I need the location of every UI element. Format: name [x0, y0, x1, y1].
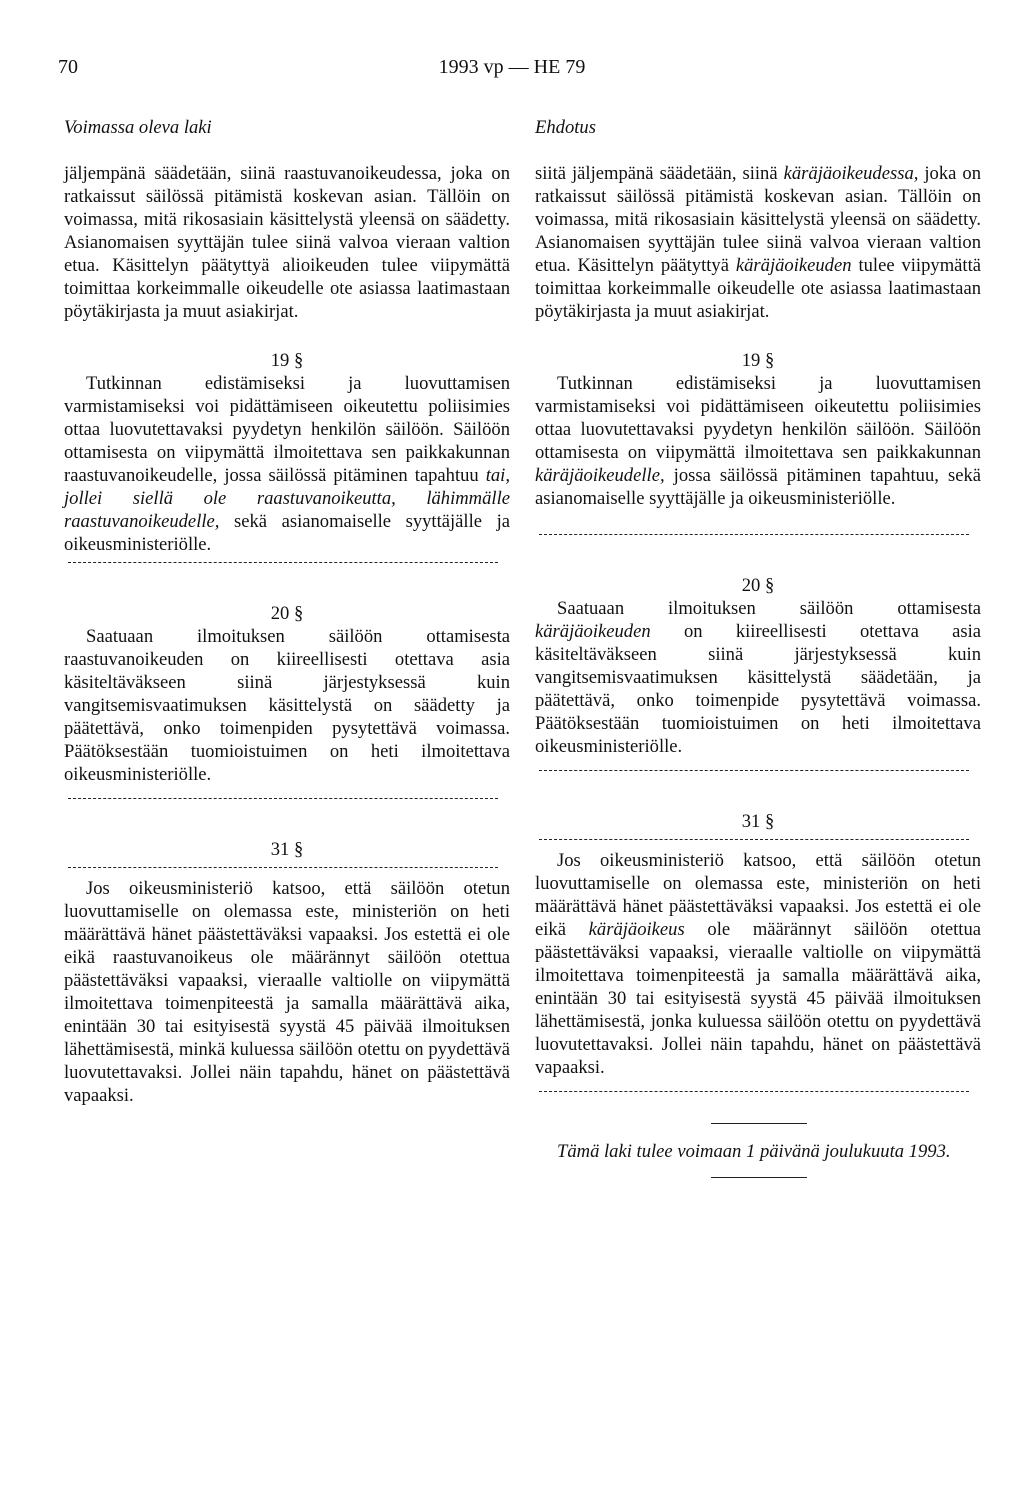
section-19-text	[64, 372, 510, 556]
omission-dashes	[537, 528, 975, 540]
omission-dashes	[537, 764, 975, 776]
section-20-title: 20 §	[741, 575, 775, 596]
section-31-text: Jos oikeusministeriö katsoo, että säilöön otetun luovuttamiselle on olemassa este, ministeriön on heti määrättävä hänet päästettäväksi vapaaksi. Jos estettä ei ole eikä raastuvanoikeus ole määrännyt säilöön otettua päästettäväksi vapaaksi, vieraalle valtiolle on viipymättä ilmoitettava toimenpiteestä ja samalla määrättävä aika, enintään 30 tai esityisestä syystä 45 päivää ilmoituksen lähettämisestä, minkä kuluessa säilöön otettu on pyydettävä luovutettavaksi. Jollei näin tapahdu, hänet on päästettävä vapaaksi.	[64, 878, 510, 1106]
intro-italic-2: käräjäoikeuden	[735, 255, 852, 276]
page-number: 70	[58, 56, 78, 78]
section-31-text-b: ole määrännyt säilöön otettua päästettäväksi vapaaksi, vieraalle valtiolle on viipymättä ilmoitettava toimenpiteestä ja samalla määrättävä aika, enintään 30 tai esityisestä syystä 45 päivää ilmoituksen lähettämisestä, jonka kuluessa säilöön otettu on pyydettävä luovutettavaksi. Jollei näin tapahdu, hänet on päästettävä vapaaksi.	[535, 919, 981, 1078]
section-20-text-a: Saatuaan ilmoituksen säilöön ottamisesta	[557, 598, 981, 619]
current-law-column	[64, 116, 510, 1107]
omission-dashes	[66, 792, 504, 804]
proposal-column	[535, 116, 981, 1178]
section-19-italic: käräjäoikeudelle,	[535, 465, 665, 486]
section-19-text-a: Tutkinnan edistämiseksi ja luovuttamisen varmistamiseksi voi pidättämiseen oikeutettu poliisimies ottaa luovutettavaksi pyydetyn henkilön säilöön. Säilöön ottamisesta on viipymättä ilmoitettava sen paikkakunnan raastuvanoikeudelle, jossa säilössä pitäminen tapahtuu	[64, 373, 510, 486]
section-31-title: 31 §	[270, 839, 304, 860]
section-20-italic: käräjäoikeuden	[535, 621, 651, 642]
section-19-text-b: jossa säilössä pitäminen tapahtuu, sekä asianomaiselle syyttäjälle ja oikeusministeriölle.	[535, 465, 981, 509]
proposal-heading: Ehdotus	[535, 117, 596, 138]
section-31-text-a: Jos oikeusministeriö katsoo, että säilöön otetun luovuttamiselle on olemassa este, ministeriön on heti määrättävä hänet päästettäväksi vapaaksi. Jos estettä ei ole eikä	[535, 850, 981, 940]
intro-text-b: joka on ratkaissut säilössä pitämistä koskevan asian. Tällöin on voimassa, mitä rikosasiain käsittelystä yleensä on säädetty. Asianomaisen syyttäjän tulee siinä valvoa vieraan valtion etua. Käsittelyn päätyttyä	[535, 163, 982, 276]
omission-dashes	[537, 1085, 975, 1097]
section-19-text	[535, 372, 981, 510]
section-19-text-b: sekä asianomaiselle syyttäjälle ja oikeusministeriölle.	[64, 511, 510, 555]
section-31-text	[535, 849, 981, 1079]
section-19-text-a: Tutkinnan edistämiseksi ja luovuttamisen varmistamiseksi voi pidättämiseen oikeutettu poliisimies ottaa luovutettavaksi pyydetyn henkilön säilöön. Säilöön ottamisesta on viipymättä ilmoitettava sen paikkakunnan	[535, 373, 981, 463]
running-title: 1993 vp — HE 79	[438, 56, 586, 78]
section-31-title: 31 §	[741, 811, 775, 832]
omission-dashes	[66, 861, 504, 873]
section-20-text-b: on kiireellisesti otettava asia käsiteltäväkseen siinä järjestyksessä kuin vangitsemisvaatimuksen käsittelystä säädetään, ja päätettävä, onko toimenpide pysytettävä voimassa. Päätöksestään tuomioistuimen on heti ilmoitettava oikeusministeriölle.	[535, 621, 981, 757]
section-20-text	[535, 597, 981, 758]
section-19-title: 19 §	[270, 350, 304, 371]
intro-text-a: siitä jäljempänä säädetään, siinä	[535, 163, 784, 184]
section-20-text: Saatuaan ilmoituksen säilöön ottamisesta raastuvanoikeuden on kiireellisesti otettava asia käsiteltäväkseen siinä järjestyksessä kuin vangitsemisvaatimuksen käsittelystä on säädetty ja päätettävä, onko toimenpiden pysytettävä voimassa. Päätöksestään tuomioistuimen on heti ilmoitettava oikeusministeriölle.	[64, 626, 510, 785]
section-20-title: 20 §	[270, 603, 304, 624]
section-19-title: 19 §	[741, 350, 775, 371]
section-31-italic: käräjäoikeus	[588, 919, 685, 940]
intro-text-c: tulee viipymättä toimittaa korkeimmalle oikeudelle ote asiassa laatimastaan pöytäkirjasta ja muut asiakirjat.	[535, 255, 981, 322]
omission-dashes	[537, 833, 975, 845]
page-header	[0, 56, 1024, 88]
section-19-italic: tai, jollei siellä ole raastuvanoikeutta, lähimmälle raastuvanoikeudelle,	[64, 465, 510, 532]
closing-statement: Tämä laki tulee voimaan 1 päivänä joulukuuta 1993.	[557, 1141, 951, 1162]
intro-paragraph	[535, 162, 981, 323]
current-law-heading: Voimassa oleva laki	[64, 117, 212, 138]
intro-paragraph: jäljempänä säädetään, siinä raastuvanoikeudessa, joka on ratkaissut säilössä pitämistä koskevan asian. Tällöin on voimassa, mitä rikosasiain käsittelystä yleensä on säädetty. Asianomaisen syyttäjän tulee siinä valvoa vieraan valtion etua. Käsittelyn päätyttyä alioikeuden tulee viipymättä toimittaa korkeimmalle oikeudelle ote asiassa laatimastaan pöytäkirjasta ja muut asiakirjat.	[64, 163, 510, 322]
intro-italic-1: käräjäoikeudessa,	[783, 163, 919, 184]
omission-dashes	[66, 556, 504, 568]
closing-rule-bottom	[711, 1177, 807, 1178]
